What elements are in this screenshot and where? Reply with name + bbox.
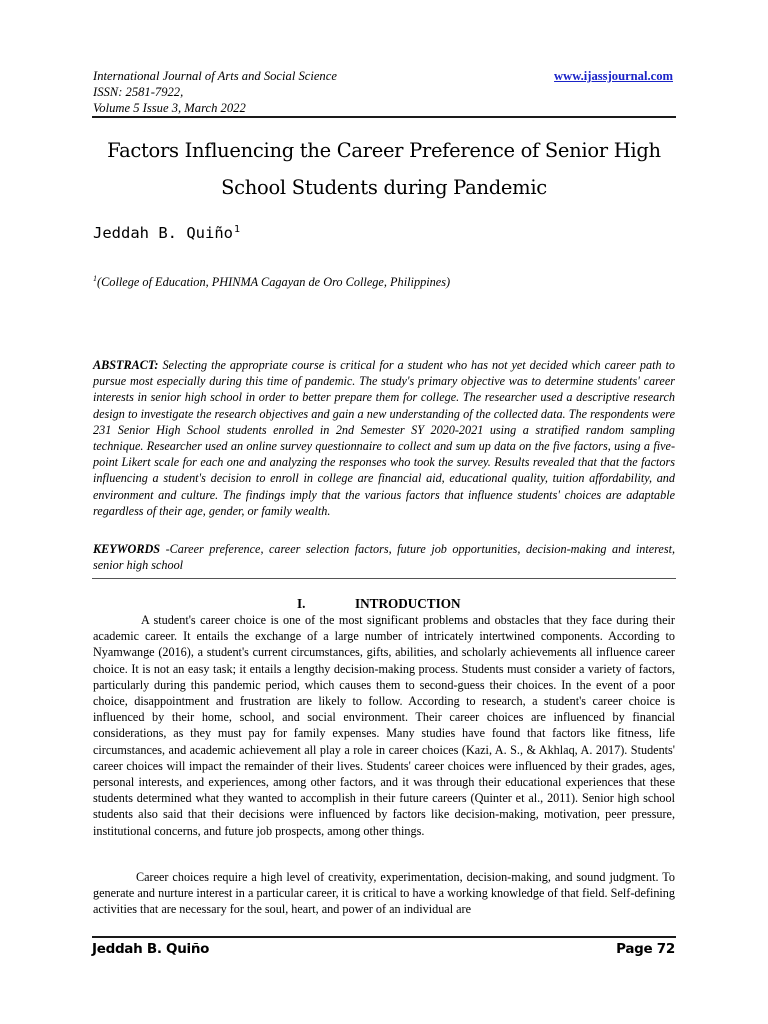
intro-paragraph-2 bbox=[93, 869, 675, 918]
journal-volume: Volume 5 Issue 3, March 2022 bbox=[93, 100, 246, 115]
paper-title-line-2: School Students during Pandemic bbox=[221, 176, 547, 199]
header-divider bbox=[92, 116, 676, 118]
journal-name: International Journal of Arts and Social Science bbox=[93, 69, 337, 83]
keywords-label: KEYWORDS bbox=[93, 542, 161, 556]
paragraph-text: A student's career choice is one of the most significant problems and obstacles that they face during their academic career. It entails the exchange of a large number of intricately intertwined components. According to Nyamwange (2016), a student's current circumstances, gifts, abilities, and scholarly achievements all influence career choice. It is not an easy task; it entails a lengthy decision-making process. Students must consider a variety of factors, particularly during this pandemic period, which causes them to second-guess their choices. In the event of a poor choice, disappointment and frustration are likely to follow. According to research, a student's career choice is influenced by their home, school, and social environment. Their career choices are influenced by financial considerations, as they must pay for family expenses. Many studies have found that factors like fitness, life circumstances, and academic achievement all play a role in career choices (Kazi, A. S., & Akhlaq, A. 2017). Students' career choices will impact the remainder of their lives. Students' career choices were influenced by their grades, ages, personal interests, and experiences, among other factors, and it was through their educational experiences that these students determined what they wanted to accomplish in their future careers (Quinter et al., 2011). Senior high school students also said that their decisions were influenced by factors like decision-making, motivation, peer pressure, institutional concerns, and future job prospects, among other things. bbox=[93, 613, 675, 838]
author-name: Jeddah B. Quiño bbox=[93, 224, 233, 242]
footer-page-number: Page 72 bbox=[616, 941, 675, 957]
affiliation-text: (College of Education, PHINMA Cagayan de Oro College, Philippines) bbox=[97, 275, 451, 289]
footer-divider bbox=[92, 936, 676, 938]
section-title: INTRODUCTION bbox=[355, 596, 461, 611]
abstract-label: ABSTRACT: bbox=[93, 358, 159, 372]
paper-title-line-1: Factors Influencing the Career Preference of Senior High bbox=[107, 139, 661, 162]
keywords-divider bbox=[92, 578, 676, 579]
keywords-text: -Career preference, career selection factors, future job opportunities, decision-making and interest, senior high school bbox=[93, 542, 675, 573]
journal-header bbox=[93, 69, 337, 116]
footer-author: Jeddah B. Quiño bbox=[92, 941, 210, 957]
abstract-block bbox=[93, 357, 675, 519]
journal-issn: ISSN: 2581-7922, bbox=[93, 84, 184, 99]
intro-paragraph-1 bbox=[93, 612, 675, 839]
affiliation-superscript: 1 bbox=[93, 274, 97, 283]
keywords-block bbox=[93, 541, 675, 573]
section-number: I. bbox=[297, 596, 306, 611]
author-affiliation bbox=[93, 274, 450, 290]
paragraph-text: Career choices require a high level of creativity, experimentation, decision-making, and sound judgment. To generate and nurture interest in a particular career, it is critical to have a working knowledge of that field. Self-defining activities that are necessary for the soul, heart, and power of an individual are bbox=[93, 870, 675, 917]
journal-url-link[interactable]: www.ijassjournal.com bbox=[554, 69, 673, 83]
paper-title bbox=[92, 132, 676, 206]
section-heading bbox=[297, 596, 461, 612]
author-superscript: 1 bbox=[233, 224, 241, 235]
author-line bbox=[93, 224, 240, 242]
abstract-text: Selecting the appropriate course is critical for a student who has not yet decided which career path to pursue most especially during this time of pandemic. The study's primary objective was to determine students' career interests in senior high school in order to better prepare them for college. The researcher used a descriptive research design to investigate the research objectives and gain a new understanding of the collected data. The respondents were 231 Senior High School students enrolled in 2nd Semester SY 2020-2021 using a stratified random sampling technique. Researcher used an online survey questionnaire to collect and sum up data on the five factors, using a five-point Likert scale for each one and analyzing the responses who took the survey. Results revealed that that the factors influencing a student's decision to enroll in college are financial aid, educational quality, tuition affordability, and environment and culture. The findings imply that the various factors that influence students' choices are adaptable regardless of their age, gender, or family wealth. bbox=[93, 358, 675, 518]
